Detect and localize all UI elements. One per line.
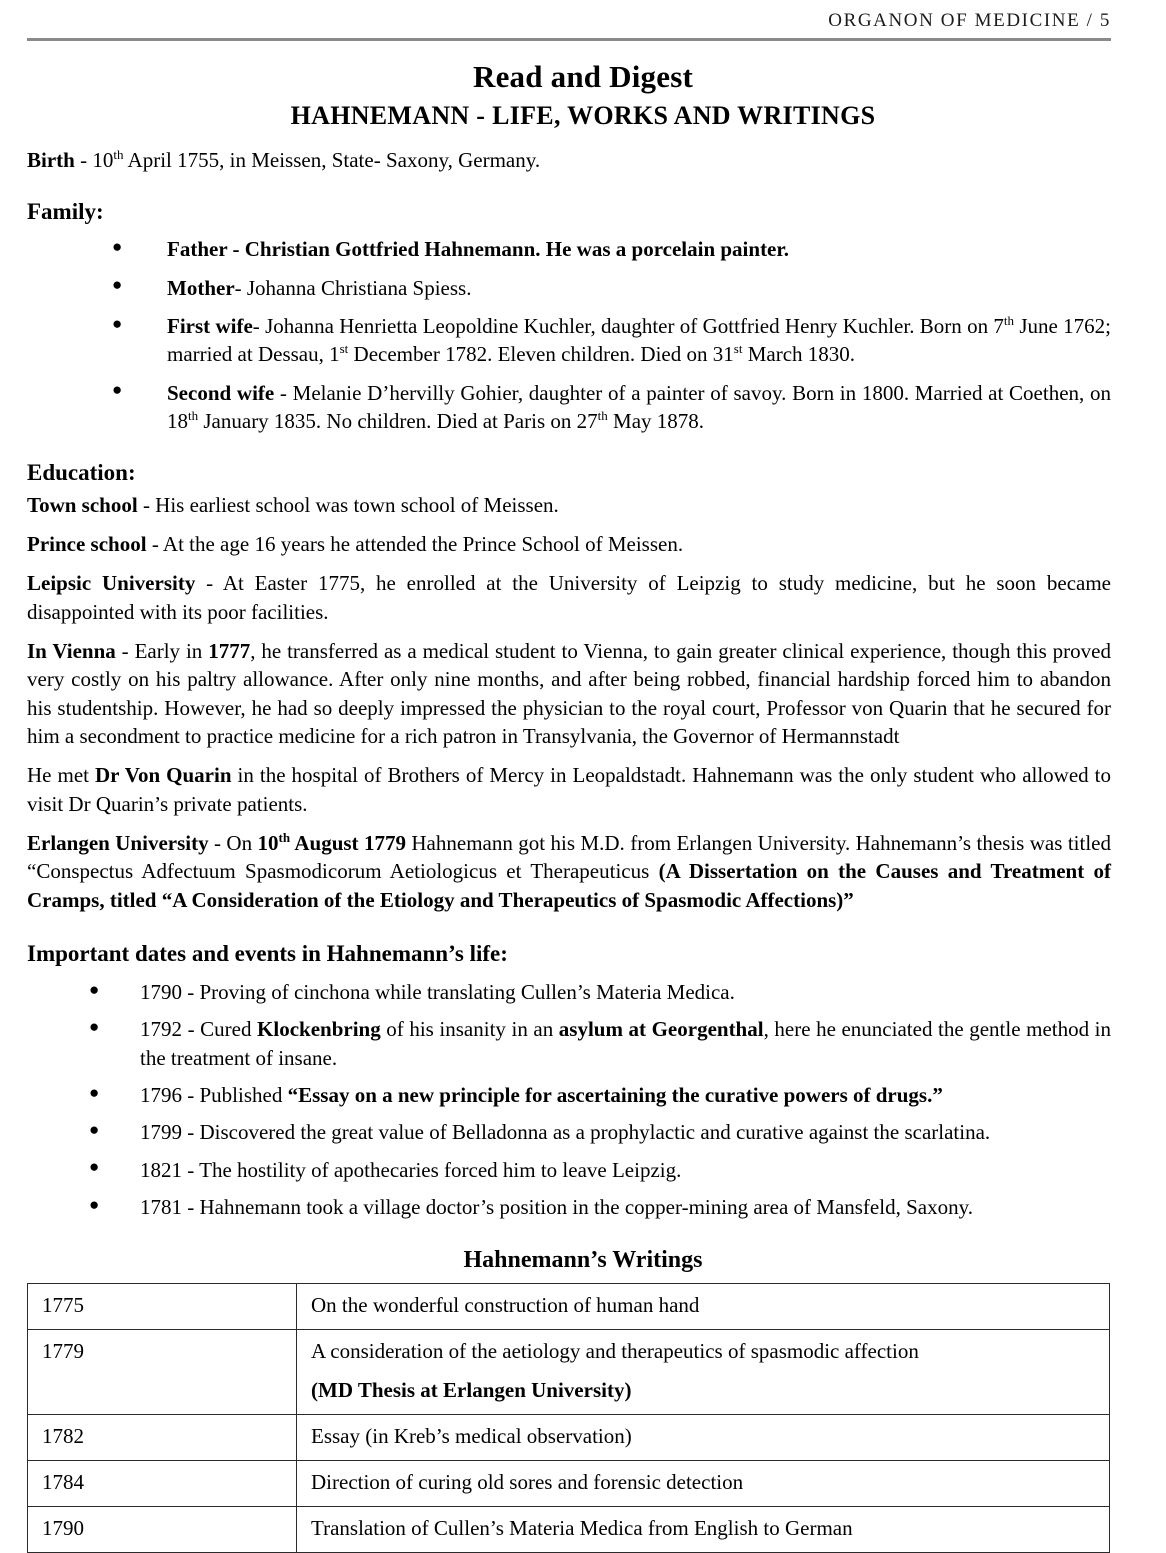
work-title: A consideration of the aetiology and therapeutics of spasmodic affection: [311, 1339, 919, 1364]
education-erlangen-university: [27, 829, 1111, 914]
birth-ordinal: th: [113, 147, 124, 162]
page-subtitle: HAHNEMANN - LIFE, WORKS AND WRITINGS: [290, 101, 876, 130]
list-item: [27, 978, 1111, 1006]
family-mother-text: - Johanna Christiana Spiess.: [234, 275, 472, 300]
erlangen-text-b: Hahnemann got his M.D. from Erlangen University. Hahnemann’s thesis was titled “Conspectus Adfectuum Spasmodicorum Aetiologicus et Therapeuticus: [27, 830, 1112, 884]
table-cell-work: [297, 1330, 1110, 1415]
bullet-icon: ●: [112, 313, 123, 333]
table-cell-year: 1775: [28, 1284, 297, 1330]
table-cell-year: 1790: [28, 1507, 297, 1553]
table-cell-work: [297, 1284, 1110, 1330]
birth-day: 10: [92, 148, 114, 172]
vienna-label: In Vienna: [27, 638, 116, 663]
ordinal-suffix: st: [733, 341, 743, 357]
family-secondwife-text-b: January 1835. No children. Died at Paris on 27: [198, 409, 598, 434]
birth-label: Birth: [27, 148, 75, 172]
town-school-label: Town school: [27, 492, 138, 517]
bullet-icon: ●: [112, 275, 123, 295]
town-school-text: - His earliest school was town school of Meissen.: [137, 492, 559, 517]
work-title: Essay (in Kreb’s medical observation): [311, 1424, 632, 1449]
ordinal-suffix: th: [188, 408, 199, 424]
date-text-a: 1792 - Cured: [140, 1017, 258, 1042]
birth-rest: April 1755, in Meissen, State- Saxony, Germany.: [123, 148, 541, 172]
page-title: Read and Digest: [472, 59, 693, 94]
family-firstwife-text-a: - Johanna Henrietta Leopoldine Kuchler, daughter of Gottfried Henry Kuchler. Born on 7: [252, 314, 1004, 339]
list-item: [27, 274, 1111, 302]
family-mother-label: Mother: [167, 275, 235, 300]
important-dates-list: [27, 978, 1111, 1221]
education-heading: Education:: [27, 460, 136, 486]
list-item: [27, 1118, 1111, 1146]
prince-school-text: - At the age 16 years he attended the Prince School of Meissen.: [146, 531, 684, 556]
bullet-icon: ●: [89, 1157, 100, 1177]
family-secondwife-text-c: May 1878.: [607, 409, 705, 434]
table-row: [28, 1415, 1110, 1461]
work-title: On the wonderful construction of human hand: [311, 1293, 700, 1318]
leipsic-text: - At Easter 1775, he enrolled at the University of Leipzig to study medicine, but he soon became disappointed with its poor facilities.: [27, 571, 1111, 624]
header-rule: [27, 38, 1111, 41]
table-row: [28, 1507, 1110, 1553]
date-text-a: 1799 - Discovered the great value of Belladonna as a prophylactic and curative against the scarlatina.: [140, 1120, 991, 1145]
table-row: [28, 1330, 1110, 1415]
work-subtitle: (MD Thesis at Erlangen University): [311, 1378, 632, 1403]
date-bold-a: “Essay on a new principle for ascertaining the curative powers of drugs.”: [287, 1083, 943, 1108]
table-cell-year: 1782: [28, 1415, 297, 1461]
prince-school-label: Prince school: [27, 531, 147, 556]
family-heading: Family:: [27, 199, 104, 225]
table-cell-work: [297, 1461, 1110, 1507]
bullet-icon: ●: [89, 1120, 100, 1140]
vienna-text-a: - Early in: [115, 638, 209, 663]
quarin-text-b: in the hospital of Brothers of Mercy in Leopaldstadt. Hahnemann was the only student who allowed to visit Dr Quarin’s private patients.: [27, 763, 1112, 816]
education-quarin-paragraph: [27, 761, 1111, 818]
education-leipsic-university: [27, 569, 1111, 626]
quarin-text-a: He met: [27, 763, 95, 788]
work-title: Translation of Cullen’s Materia Medica from English to German: [311, 1516, 853, 1541]
list-item: [27, 312, 1111, 369]
ordinal-suffix: th: [597, 408, 608, 424]
bullet-icon: ●: [89, 1082, 100, 1102]
education-in-vienna: [27, 637, 1111, 750]
ordinal-suffix: st: [339, 341, 349, 357]
family-firstwife-text-d: March 1830.: [742, 342, 856, 367]
date-text-c: , here he enunciated the gentle method in the treatment of insane.: [140, 1017, 1111, 1070]
work-title: Direction of curing old sores and forensic detection: [311, 1470, 744, 1495]
date-text-a: 1790 - Proving of cinchona while translating Cullen’s Materia Medica.: [140, 980, 735, 1005]
family-father-label: Father - Christian Gottfried Hahnemann. He was a porcelain painter.: [167, 237, 790, 262]
erlangen-label: Erlangen University: [27, 830, 209, 855]
table-cell-year: 1784: [28, 1461, 297, 1507]
quarin-name: Dr Von Quarin: [95, 763, 232, 788]
table-row: [28, 1461, 1110, 1507]
erlangen-date: [258, 831, 406, 855]
ordinal-suffix: th: [278, 829, 291, 845]
erlangen-text-a: - On: [208, 830, 258, 855]
education-town-school: [27, 491, 1111, 519]
family-firstwife-text-c: December 1782. Eleven children. Died on 31: [348, 342, 734, 367]
document-body: [0, 146, 1166, 1221]
ordinal-suffix: th: [1003, 313, 1015, 329]
list-item: [27, 1193, 1111, 1221]
list-item: [27, 1081, 1111, 1109]
birth-line: [27, 146, 1111, 174]
erlangen-day: 10: [257, 830, 279, 855]
table-cell-work: [297, 1507, 1110, 1553]
date-text-b: of his insanity in an: [380, 1017, 559, 1042]
list-item: [27, 379, 1111, 436]
vienna-text-b: , he transferred as a medical student to Vienna, to gain greater clinical experience, though this proved very costly on his paltry allowance. After only nine months, and after being robbed, financial hardship forced him to abandon his studentship. However, he had so deeply impressed the physician to the royal court, Professor von Quarin that he secured for him a secondment to practice medicine for a rich patron in Transylvania, the Governor of Hermannstadt: [27, 638, 1111, 748]
date-bold-a: Klockenbring: [257, 1017, 381, 1042]
family-firstwife-label: First wife: [167, 314, 253, 339]
family-secondwife-text-a: - Melanie D’hervilly Gohier, daughter of a painter of savoy. Born in 1800. Married at Coethen, on 18: [167, 380, 1111, 434]
date-text-a: 1781 - Hahnemann took a village doctor’s position in the copper-mining area of Mansfeld, Saxony.: [140, 1195, 973, 1220]
bullet-icon: ●: [112, 380, 123, 400]
bullet-icon: ●: [89, 1194, 100, 1214]
family-firstwife-text-b: June 1762; married at Dessau, 1: [167, 314, 1112, 367]
writings-table: [27, 1283, 1110, 1553]
writings-table-title: Hahnemann’s Writings: [463, 1247, 703, 1274]
birth-separator: -: [74, 148, 93, 172]
leipsic-label: Leipsic University: [27, 571, 196, 596]
bullet-icon: ●: [112, 237, 123, 257]
table-cell-work: [297, 1415, 1110, 1461]
family-list: [27, 235, 1111, 435]
date-bold-b: asylum at Georgenthal: [558, 1017, 764, 1042]
erlangen-thesis-translation: (A Dissertation on the Causes and Treatment of Cramps, titled “A Consideration of the Etiology and Therapeutics of Spasmodic Affections)”: [27, 859, 1111, 912]
date-text-a: 1796 - Published: [140, 1083, 288, 1108]
table-cell-year: 1779: [28, 1330, 297, 1415]
bullet-icon: ●: [89, 1017, 100, 1037]
important-dates-heading: Important dates and events in Hahnemann’s life:: [27, 940, 508, 966]
list-item: [27, 235, 1111, 263]
bullet-icon: ●: [89, 979, 100, 999]
family-secondwife-label: Second wife: [167, 380, 275, 405]
table-row: [28, 1284, 1110, 1330]
date-text-a: 1821 - The hostility of apothecaries forced him to leave Leipzig.: [140, 1157, 682, 1182]
vienna-year: 1777: [208, 638, 251, 663]
list-item: [27, 1015, 1111, 1072]
list-item: [27, 1156, 1111, 1184]
running-head: ORGANON OF MEDICINE / 5: [828, 10, 1111, 31]
education-prince-school: [27, 530, 1111, 558]
erlangen-month-year: August 1779: [290, 830, 406, 855]
